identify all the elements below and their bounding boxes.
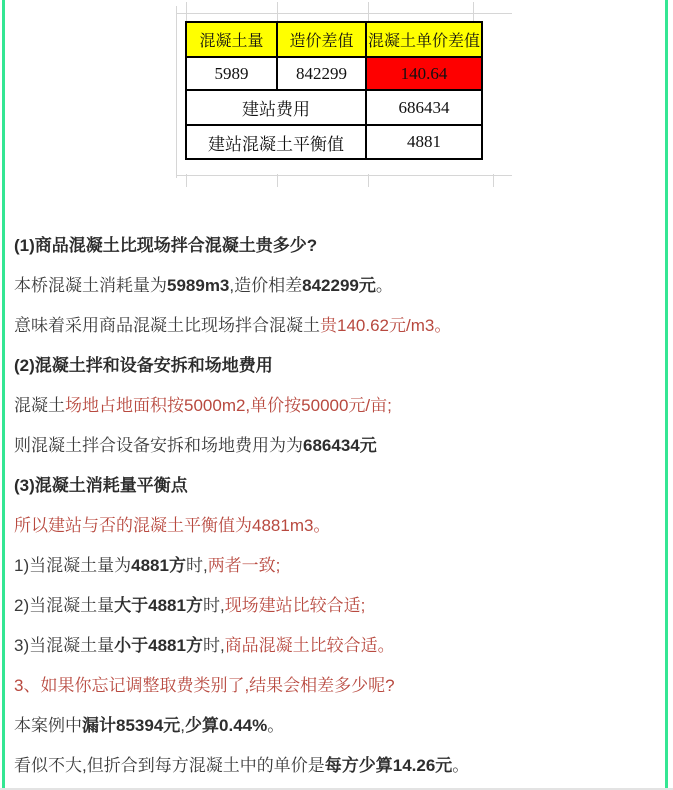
table-header-row xyxy=(186,22,482,57)
text-segment: 少算0.44% xyxy=(185,716,268,735)
gridline xyxy=(493,174,494,187)
paragraph xyxy=(14,666,659,706)
gridline xyxy=(186,2,187,21)
gridline xyxy=(473,2,474,21)
cell-cost-difference: 842299 xyxy=(277,57,366,90)
paragraph xyxy=(14,306,659,346)
header-cell-concrete-volume: 混凝土量 xyxy=(186,22,277,57)
section-heading xyxy=(14,346,659,386)
text-segment: 。 xyxy=(452,756,470,775)
text-segment: 3)当混凝土量 xyxy=(14,636,115,655)
article-body xyxy=(14,226,659,786)
cell-concrete-volume: 5989 xyxy=(186,57,277,90)
text-segment: 商品混凝土比较合适。 xyxy=(224,636,395,655)
text-segment: 则混凝土拌合设备安拆和场地费用为为 xyxy=(14,436,303,455)
table-row xyxy=(186,125,482,159)
text-segment: 4881方 xyxy=(131,556,186,575)
cell-unit-price-difference-highlighted: 140.64 xyxy=(366,57,482,90)
paragraph xyxy=(14,586,659,626)
text-segment: 两者一致; xyxy=(207,556,281,575)
text-segment: 看似不大,但折合到每方混凝土中的单价是 xyxy=(14,756,325,775)
text-segment: ,造价相差 xyxy=(229,276,303,295)
paragraph xyxy=(14,706,659,746)
paragraph xyxy=(14,506,659,546)
cost-comparison-table xyxy=(185,21,483,160)
gridline xyxy=(176,175,512,176)
paragraph xyxy=(14,266,659,306)
text-segment: 场地占地面积按5000m2,单价按50000元/亩; xyxy=(65,396,392,415)
text-segment: 。 xyxy=(267,716,285,735)
gridline xyxy=(368,2,369,21)
header-cell-unit-price-difference: 混凝土单价差值 xyxy=(366,22,482,57)
header-cell-cost-difference: 造价差值 xyxy=(277,22,366,57)
text-segment: 所以建站与否的混凝土平衡值为4881m3。 xyxy=(14,516,331,535)
paragraph xyxy=(14,746,659,786)
gridline xyxy=(277,174,278,187)
text-segment: (1)商品混凝土比现场拌合混凝土贵多少? xyxy=(14,236,318,255)
text-segment: 每方少算14.26元 xyxy=(324,756,453,775)
text-segment: 本案例中 xyxy=(14,716,82,735)
gridline xyxy=(368,174,369,187)
text-segment: 大于4881方 xyxy=(114,596,203,615)
text-segment: 842299元 xyxy=(302,276,376,295)
text-segment: 贵140.62元/m3。 xyxy=(320,316,452,335)
text-segment: 5989m3 xyxy=(167,276,230,295)
text-segment: (3)混凝土消耗量平衡点 xyxy=(14,476,188,495)
paragraph xyxy=(14,626,659,666)
text-segment: 时, xyxy=(185,556,208,575)
section-heading xyxy=(14,226,659,266)
table-row xyxy=(186,90,482,125)
text-segment: 时, xyxy=(202,596,225,615)
text-segment: 漏计85394元 xyxy=(82,716,181,735)
text-segment: 。 xyxy=(375,276,393,295)
gridline xyxy=(176,13,512,14)
gridline xyxy=(176,6,177,178)
cell-station-cost-label: 建站费用 xyxy=(186,90,366,125)
gridline xyxy=(277,2,278,21)
table-row xyxy=(186,57,482,90)
text-segment: 3、如果你忘记调整取费类别了,结果会相差多少呢? xyxy=(14,676,395,695)
text-segment: (2)混凝土拌和设备安拆和场地费用 xyxy=(14,356,273,375)
cell-balance-label: 建站混凝土平衡值 xyxy=(186,125,366,159)
paragraph xyxy=(14,426,659,466)
text-segment: 本桥混凝土消耗量为 xyxy=(14,276,167,295)
text-segment: 2)当混凝土量 xyxy=(14,596,115,615)
text-segment: 时, xyxy=(202,636,225,655)
text-segment: 混凝土 xyxy=(14,396,65,415)
gridline xyxy=(186,174,187,187)
text-segment: 小于4881方 xyxy=(114,636,203,655)
paragraph xyxy=(14,386,659,426)
text-segment: 1)当混凝土量为 xyxy=(14,556,132,575)
paragraph xyxy=(14,546,659,586)
cell-station-cost-value: 686434 xyxy=(366,90,482,125)
text-segment: 意味着采用商品混凝土比现场拌合混凝土 xyxy=(14,316,320,335)
text-segment: 现场建站比较合适; xyxy=(224,596,366,615)
cell-balance-value: 4881 xyxy=(366,125,482,159)
spreadsheet-screenshot xyxy=(0,0,673,210)
section-heading xyxy=(14,466,659,506)
text-segment: , xyxy=(180,716,186,735)
text-segment: 686434元 xyxy=(303,436,377,455)
